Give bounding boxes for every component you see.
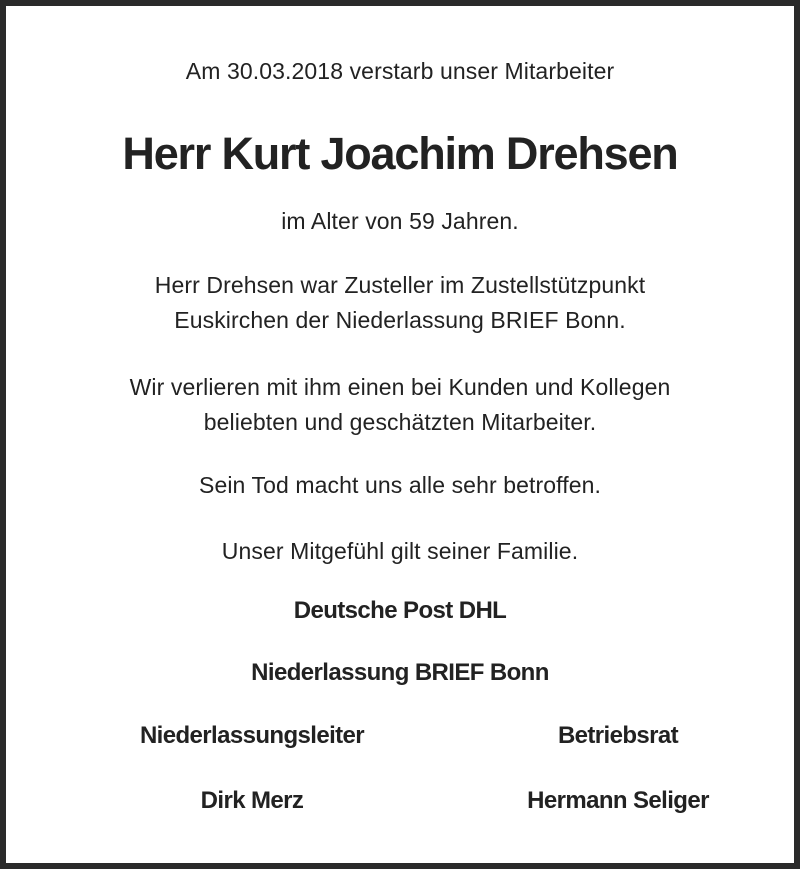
signatory-name-right: Hermann Seliger: [527, 787, 709, 814]
grief-text: Sein Tod macht uns alle sehr betroffen.: [199, 472, 601, 498]
signatory-title-left: Niederlassungsleiter: [139, 722, 365, 749]
branch-name: Niederlassung BRIEF Bonn: [251, 659, 549, 686]
sympathy-text: Unser Mitgefühl gilt seiner Familie.: [221, 538, 579, 564]
tribute-line: Wir verlieren mit ihm einen bei Kunden und Kollegen: [129, 374, 671, 400]
signatory-title-right: Betriebsrat: [557, 722, 679, 749]
age-text: im Alter von 59 Jahren.: [281, 208, 519, 234]
role-line: Herr Drehsen war Zusteller im Zustellstützpunkt: [154, 272, 646, 298]
tribute-line: beliebten und geschätzten Mitarbeiter.: [203, 409, 597, 435]
signatory-name-left: Dirk Merz: [200, 787, 304, 814]
company-name: Deutsche Post DHL: [293, 597, 507, 624]
tribute-paragraph: [6, 370, 794, 440]
role-line: Euskirchen der Niederlassung BRIEF Bonn.: [174, 307, 626, 333]
intro-text: Am 30.03.2018 verstarb unser Mitarbeiter: [185, 58, 615, 84]
role-paragraph: [6, 268, 794, 338]
deceased-name: Herr Kurt Joachim Drehsen: [122, 128, 678, 179]
